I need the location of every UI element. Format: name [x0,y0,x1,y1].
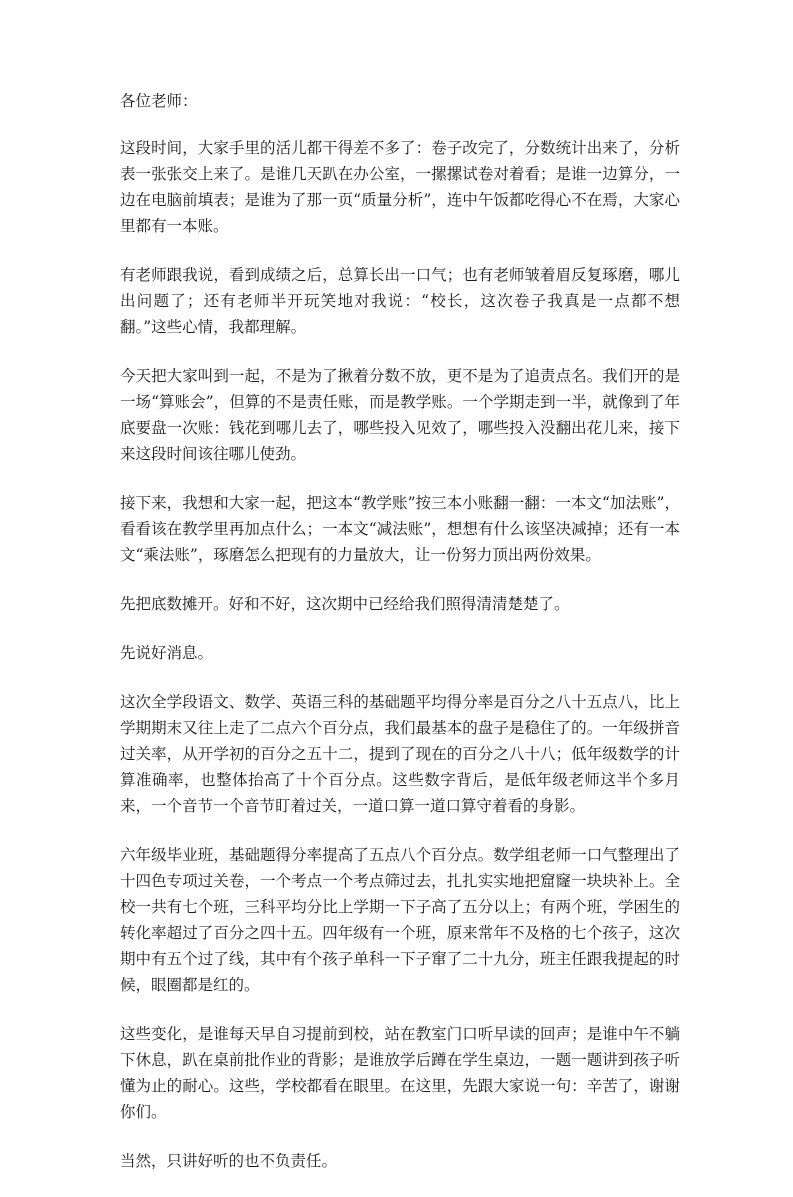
paragraph-4: 接下来，我想和大家一起，把这本“教学账”按三本小账翻一翻：一本文“加法账”，看看该在教学里再加点什么；一本文“减法账”，想想有什么该坚决减掉；还有一本文“乘法账”，琢磨怎么把现有的力量放大，让一份努力顶出两份效果。 [120,494,680,564]
paragraph-2: 有老师跟我说，看到成绩之后，总算长出一口气；也有老师皱着眉反复琢磨，哪儿出问题了；还有老师半开玩笑地对我说：“校长，这次卷子我真是一点都不想翻。”这些心情，我都理解。 [120,266,680,336]
paragraph-5: 先把底数摊开。好和不好，这次期中已经给我们照得清清楚楚了。 [120,595,570,613]
paragraph-9: 这些变化，是谁每天早自习提前到校，站在教室门口听早读的回声；是谁中午不躺下休息，趴在桌前批作业的背影；是谁放学后蹲在学生桌边，一题一题讲到孩子听懂为止的耐心。这些，学校都看在眼里。在这里，先跟大家说一句：辛苦了，谢谢你们。 [120,1025,680,1121]
paragraph-7: 这次全学段语文、数学、英语三科的基础题平均得分率是百分之八十五点八，比上学期期末又往上走了二点六个百分点，我们最基本的盘子是稳住了的。一年级拼音过关率，从开学初的百分之五十二，提到了现在的百分之八十八；低年级数学的计算准确率，也整体抬高了十个百分点。这些数字背后，是低年级老师这半个多月来，一个音节一个音节盯着过关，一道口算一道口算守着看的身影。 [120,693,680,815]
paragraph-8: 六年级毕业班，基础题得分率提高了五点八个百分点。数学组老师一口气整理出了十四色专项过关卷，一个考点一个考点筛过去，扎扎实实地把窟窿一块块补上。全校一共有七个班，三科平均分比上学期一下子高了五分以上；有两个班，学困生的转化率超过了百分之四十五。四年级有一个班，原来常年不及格的七个孩子，这次期中有五个过了线，其中有个孩子单科一下子窜了二十九分，班主任跟我提起的时候，眼圈都是红的。 [120,846,680,994]
paragraph-6: 先说好消息。 [120,644,214,662]
salutation: 各位老师： [120,92,198,110]
paragraph-3: 今天把大家叫到一起，不是为了揪着分数不放，更不是为了追责点名。我们开的是一场“算账会”，但算的不是责任账，而是教学账。一个学期走到一半，就像到了年底要盘一次账：钱花到哪儿去了，哪些投入见效了，哪些投入没翻出花儿来，接下来这段时间该往哪儿使劲。 [120,367,680,463]
paragraph-1: 这段时间，大家手里的活儿都干得差不多了：卷子改完了，分数统计出来了，分析表一张张交上来了。是谁几天趴在办公室，一摞摞试卷对着看；是谁一边算分，一边在电脑前填表；是谁为了那一页“质量分析”，连中午饭都吃得心不在焉，大家心里都有一本账。 [120,139,680,235]
paragraph-10: 当然，只讲好听的也不负责任。 [120,1152,338,1170]
document-page [120,88,680,1197]
